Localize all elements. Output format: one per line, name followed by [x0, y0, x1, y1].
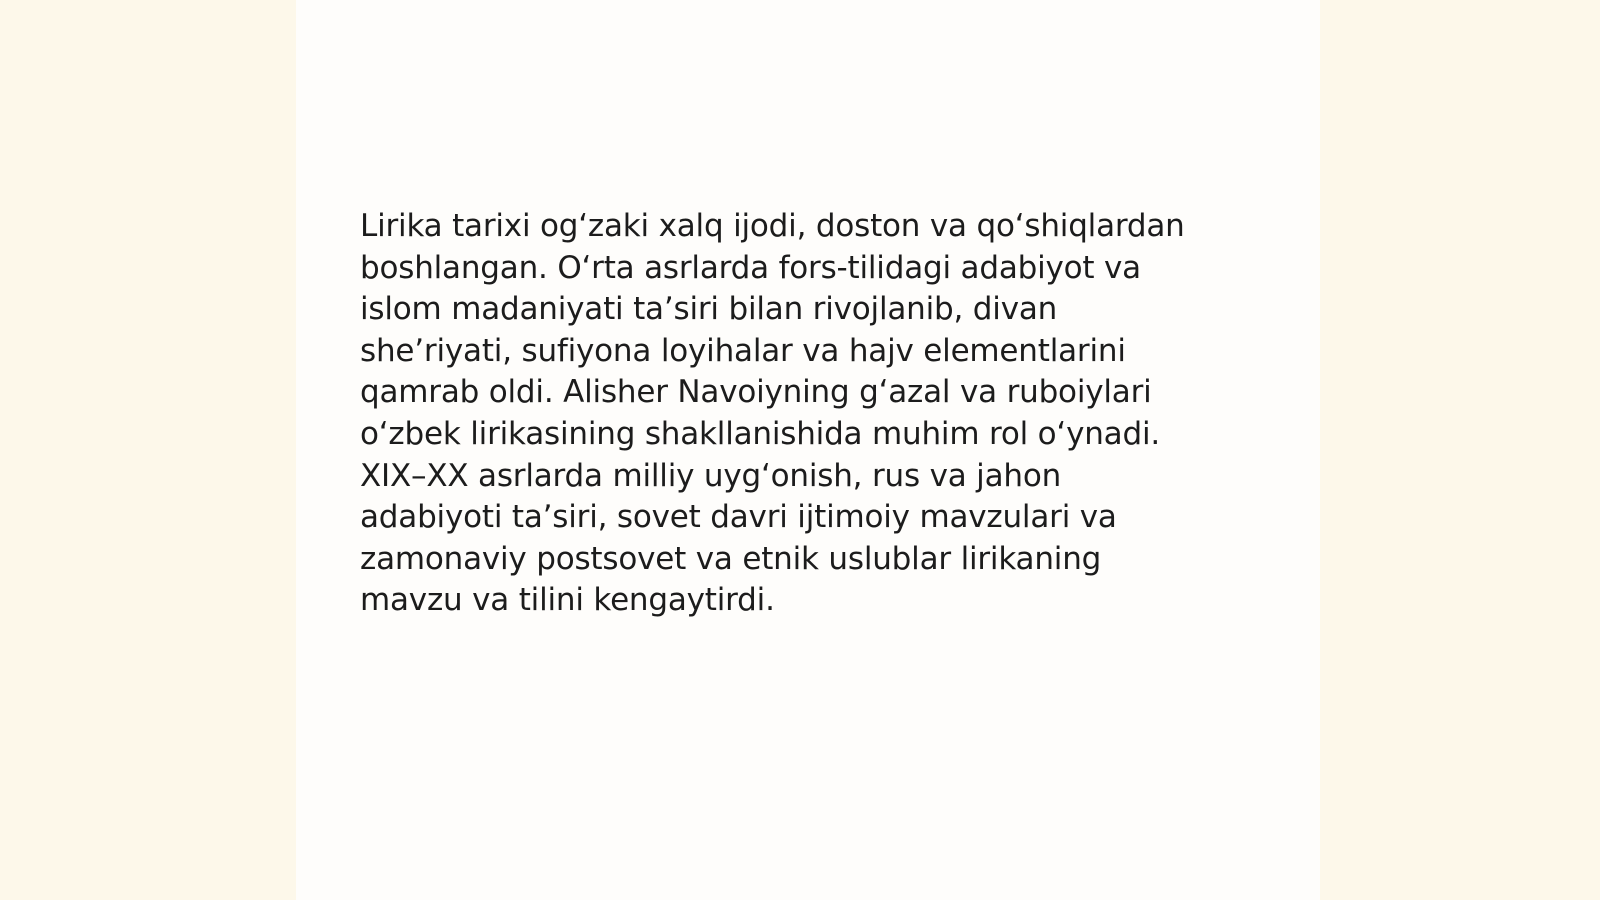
- paragraph-line: mavzu va tilini kengaytirdi.: [360, 582, 775, 619]
- paragraph-line: o‘zbek lirikasining shakllanishida muhim rol o‘ynadi.: [360, 415, 1161, 452]
- paragraph-line: islom madaniyati ta’siri bilan rivojlanib, divan: [360, 291, 1058, 328]
- paragraph-line: zamonaviy postsovet va etnik uslublar lirikaning: [360, 540, 1102, 577]
- paragraph-line: qamrab oldi. Alisher Navoiyning g‘azal va ruboiylari: [360, 374, 1152, 411]
- paragraph-line: XIX–XX asrlarda milliy uyg‘onish, rus va jahon: [360, 457, 1062, 494]
- paragraph-line: Lirika tarixi og‘zaki xalq ijodi, doston va qo‘shiqlardan: [360, 208, 1185, 244]
- paragraph-line: adabiyoti ta’siri, sovet davri ijtimoiy mavzulari va: [360, 499, 1117, 536]
- paragraph-line: boshlangan. O‘rta asrlarda fors-tilidagi adabiyot va: [360, 249, 1141, 286]
- slide-paragraph: [360, 206, 1240, 622]
- paragraph-line: she’riyati, sufiyona loyihalar va hajv elementlarini: [360, 332, 1126, 369]
